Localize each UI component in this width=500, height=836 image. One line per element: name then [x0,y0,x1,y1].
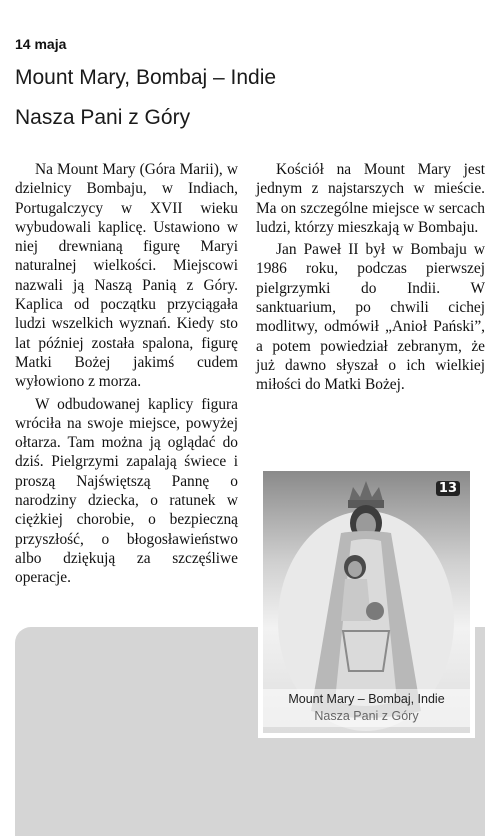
page-subtitle: Nasza Pani z Góry [15,106,191,129]
article-column-left [15,160,238,591]
photo-number-badge: 13 [436,481,460,496]
paragraph: Jan Paweł II był w Bombaju w 1986 roku, podczas pierwszej pielgrzymki do Indii. W sanktuarium, po chwili cichej modlitwy, odmówił „Anioł Pański”, a potem powiedział zebranym, że już dawno słyszał o ich wielkiej miłości do Matki Bożej. [256,241,485,394]
paragraph: Na Mount Mary (Góra Marii), w dzielnicy Bombaju, w Indiach, Portugalczycy w XVII wieku wybudowali kaplicę. Ustawiono w niej drewnianą figurę Maryi naturalnej wielkości. Miejscowi nazwali ją Naszą Panią z Góry. Kaplica od początku przyciągała ludzi wszelkich wyznań. Kiedy sto lat później została spalona, figurę Matki Bożej jakimś cudem wyłowiono z morza. [15,161,238,391]
article-column-right [256,160,485,398]
photo-card [258,466,475,738]
caption-title: Mount Mary – Bombaj, Indie [288,692,445,706]
caption-subtitle: Nasza Pani z Góry [314,709,419,723]
date-heading: 14 maja [15,36,67,52]
madonna-statue-image [263,471,470,733]
paragraph: W odbudowanej kaplicy figura wróciła na swoje miejsce, powyżej ołtarza. Tam można ją oglądać do dziś. Pielgrzymi zapalają świece i proszą Najświętszą Pannę o narodziny dziecka, o ratunek w ciężkiej chorobie, o bezpieczną przyszłość, o błogosławieństwo albo dziękują za szczęśliwe operacje. [15,395,238,587]
paragraph: Kościół na Mount Mary jest jednym z najstarszych w mieście. Ma on szczególne miejsce w sercach ludzi, którzy mieszkają w Bombaju. [256,161,485,236]
page-title: Mount Mary, Bombaj – Indie [15,66,277,89]
photo-caption [263,689,470,727]
